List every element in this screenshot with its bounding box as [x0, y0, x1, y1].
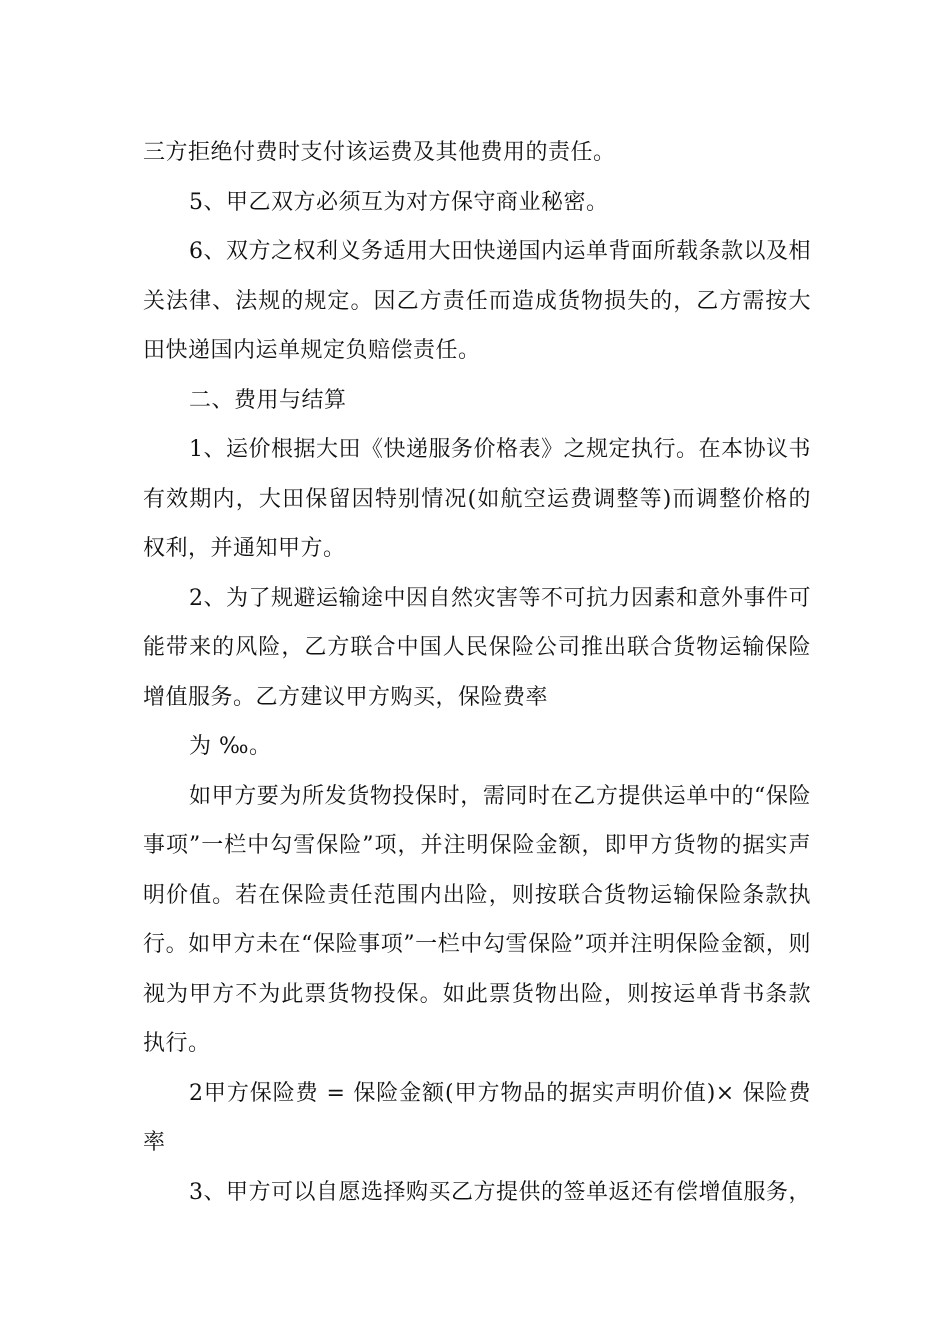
- paragraph-2: 5、甲乙双方必须互为对方保守商业秘密。: [189, 189, 609, 215]
- paragraph-9: 2甲方保险费 = 保险金额(甲方物品的据实声明价值)× 保险费率: [143, 1080, 811, 1155]
- paragraph-3: 6、双方之权利义务适用大田快递国内运单背面所载条款以及相关法律、法规的规定。因乙方责任而造成货物损失的，乙方需按大田快递国内运单规定负赔偿责任。: [143, 239, 811, 363]
- paragraph-1: 三方拒绝付费时支付该运费及其他费用的责任。: [143, 140, 616, 165]
- paragraph-8: 如甲方要为所发货物投保时，需同时在乙方提供运单中的“保险事项”一栏中勾雪保险”项，并注明保险金额，即甲方货物的据实声明价值。若在保险责任范围内出险，则按联合货物运输保险条款执行。如甲方未在“保险事项”一栏中勾雪保险”项并注明保险金额，则视为甲方不为此票货物投保。如此票货物出险，则按运单背书条款执行。: [143, 783, 811, 1056]
- paragraph-7: 为 ‰。: [189, 734, 272, 759]
- paragraph-6: 2、为了规避运输途中因自然灾害等不可抗力因素和意外事件可能带来的风险，乙方联合中国人民保险公司推出联合货物运输保险增值服务。乙方建议甲方购买，保险费率: [143, 585, 811, 710]
- paragraph-10: 3、甲方可以自愿选择购买乙方提供的签单返还有偿增值服务，: [189, 1179, 811, 1205]
- paragraph-5: 1、运价根据大田《快递服务价格表》之规定执行。在本协议书有效期内，大田保留因特别情况(如航空运费调整等)而调整价格的权利，并通知甲方。: [143, 437, 811, 561]
- section-heading-fees: 二、费用与结算: [189, 387, 347, 413]
- document-body: [143, 128, 811, 1217]
